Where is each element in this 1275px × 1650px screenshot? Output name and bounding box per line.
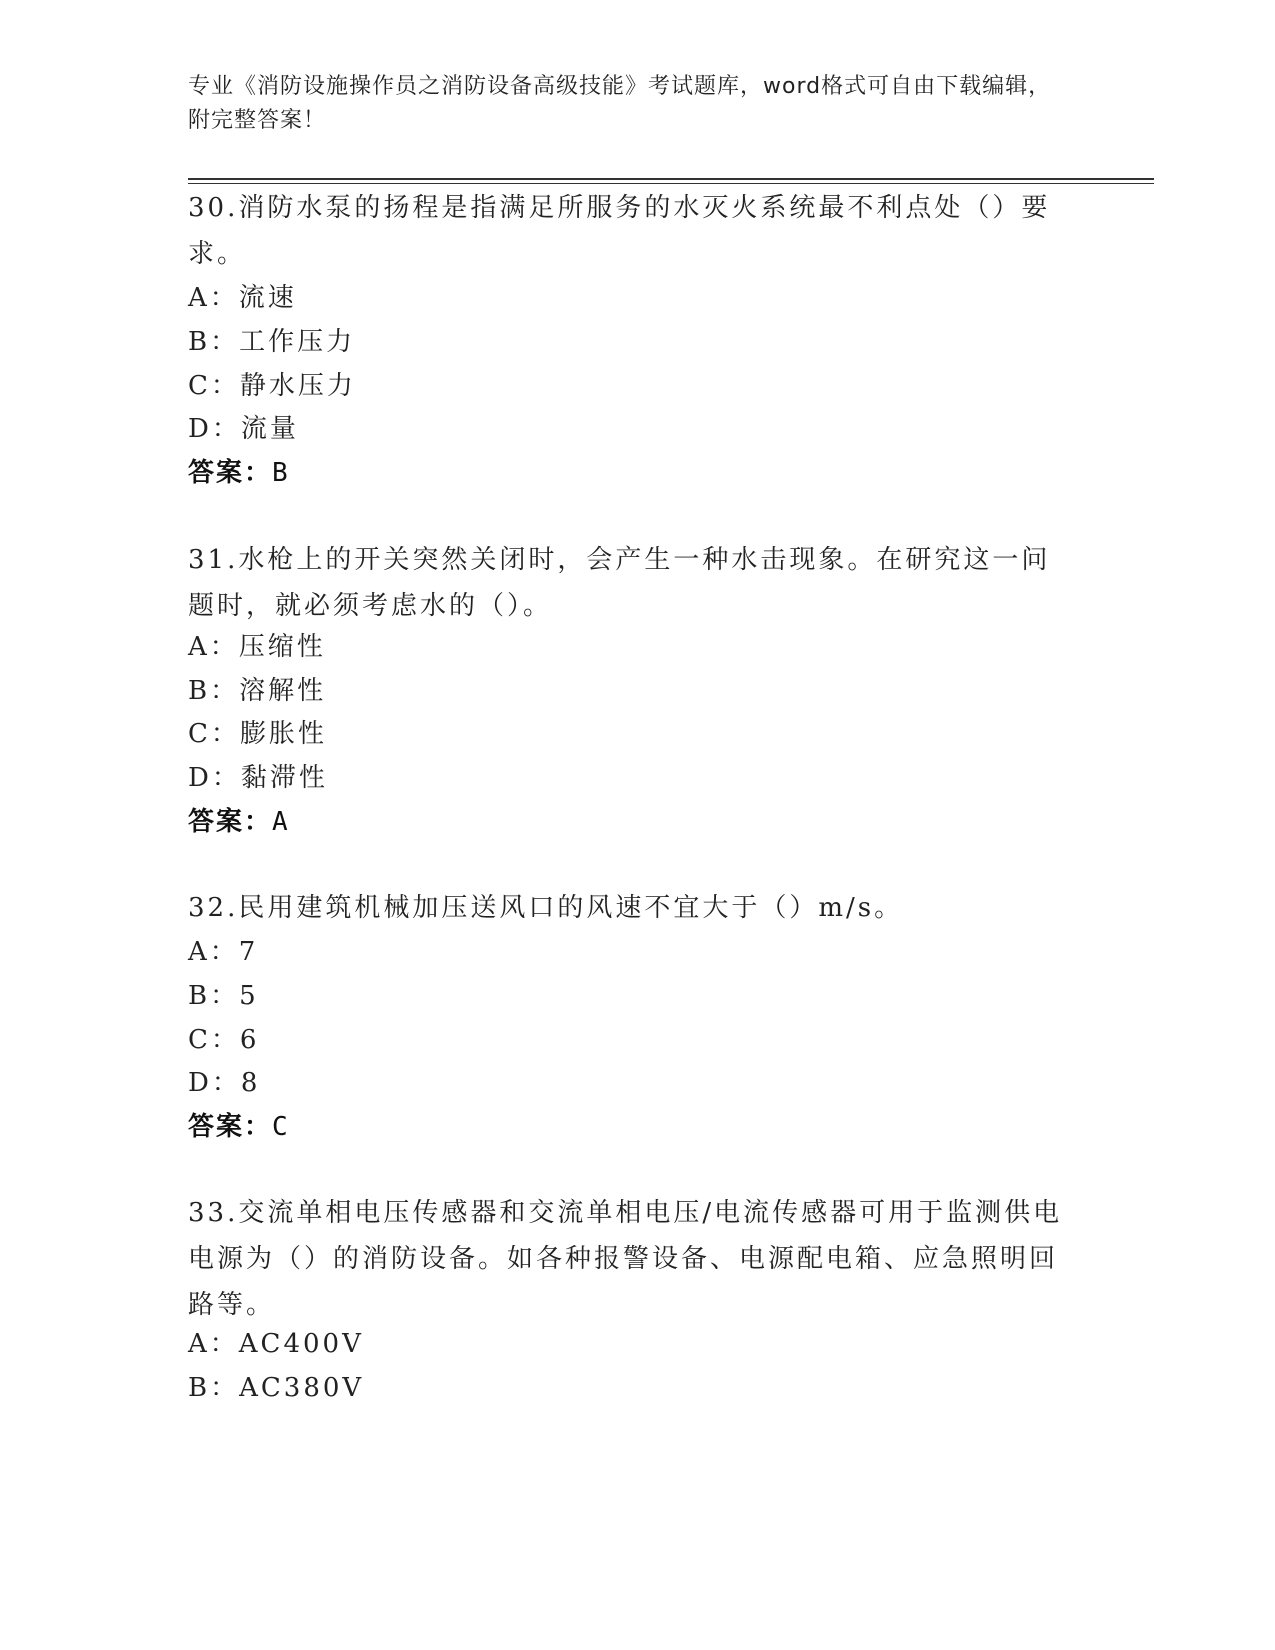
answer-value: A	[272, 807, 288, 837]
question-32-option-c: C：6	[188, 1025, 260, 1055]
question-30-option-a: A：流速	[188, 283, 297, 313]
question-31-option-d: D：黏滞性	[188, 763, 328, 793]
question-31-option-c: C：膨胀性	[188, 719, 327, 749]
question-31-option-b: B：溶解性	[188, 676, 327, 706]
question-30-answer	[188, 450, 288, 496]
question-30-stem: 30.消防水泵的扬程是指满足所服务的水灭火系统最不利点处（）要求。	[188, 193, 1051, 269]
question-33-stem: 33.交流单相电压传感器和交流单相电压/电流传感器可用于监测供电电源为（）的消防设备。如各种报警设备、电源配电箱、应急照明回路等。	[188, 1198, 1063, 1320]
answer-value: C	[272, 1112, 288, 1142]
question-32-option-b: B：5	[188, 981, 259, 1011]
question-31-answer	[188, 799, 288, 845]
question-32-option-a: A：7	[188, 937, 259, 967]
question-30-option-c: C：静水压力	[188, 371, 356, 401]
question-32-option-d: D：8	[188, 1068, 261, 1098]
answer-label: 答案：	[188, 1112, 273, 1142]
question-30-option-d: D：流量	[188, 414, 299, 444]
question-31-option-a: A：压缩性	[188, 632, 326, 662]
answer-label: 答案：	[188, 807, 273, 837]
header-divider-thin	[188, 183, 1154, 184]
answer-label: 答案：	[188, 458, 273, 488]
answer-value: B	[272, 458, 288, 488]
question-30-option-b: B：工作压力	[188, 327, 356, 357]
header-note: 专业《消防设施操作员之消防设备高级技能》考试题库，word格式可自由下载编辑，附完整答案！	[188, 74, 1052, 133]
question-33-option-b: B：AC380V	[188, 1373, 365, 1403]
question-32-stem: 32.民用建筑机械加压送风口的风速不宜大于（）m/s。	[188, 893, 904, 923]
question-32-answer	[188, 1104, 288, 1150]
header-divider	[188, 178, 1154, 180]
question-33-option-a: A：AC400V	[188, 1329, 364, 1359]
question-31-stem: 31.水枪上的开关突然关闭时，会产生一种水击现象。在研究这一问题时，就必须考虑水的（）。	[188, 545, 1051, 621]
